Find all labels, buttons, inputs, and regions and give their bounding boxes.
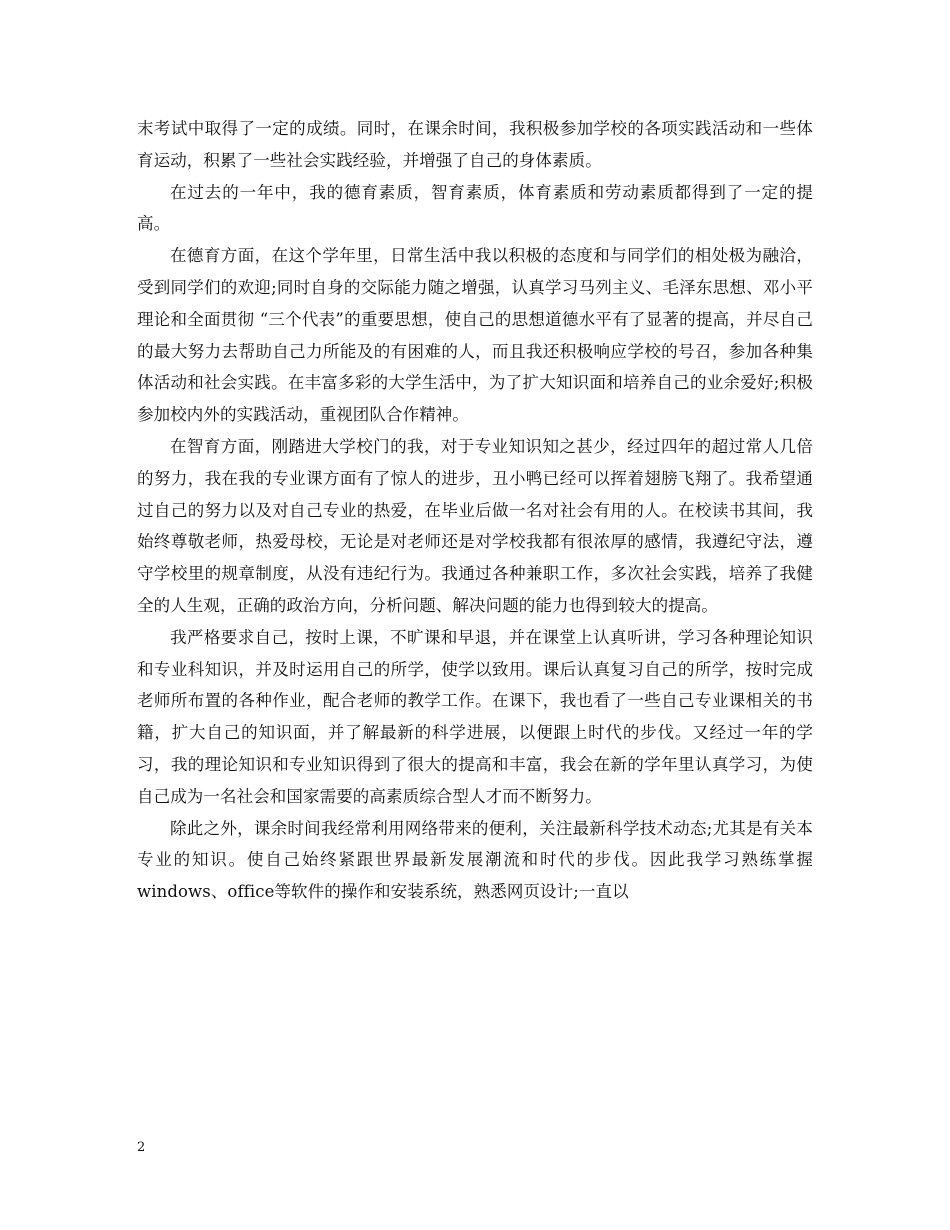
paragraph-extracurricular: 除此之外，课余时间我经常利用网络带来的便利，关注最新科学技术动态;尤其是有关本专业的知识。使自己始终紧跟世界最新发展潮流和时代的步伐。因此我学习熟练掌握windows、office等软件的操作和安装系统，熟悉网页设计;一直以 <box>137 818 813 902</box>
paragraph-overview: 在过去的一年中，我的德育素质，智育素质，体育素质和劳动素质都得到了一定的提高。 <box>137 182 813 234</box>
paragraph-continuation: 末考试中取得了一定的成绩。同时，在课余时间，我积极参加学校的各项实践活动和一些体育运动，积累了一些社会实践经验，并增强了自己的身体素质。 <box>137 119 813 170</box>
paragraph-study-habits: 我严格要求自己，按时上课，不旷课和早退，并在课堂上认真听讲，学习各种理论知识和专业科知识，并及时运用自己的所学，使学以致用。课后认真复习自己的所学，按时完成老师所布置的各种作业，配合老师的教学工作。在课下，我也看了一些自己专业课相关的书籍，扩大自己的知识面，并了解最新的科学进展，以便跟上时代的步伐。又经过一年的学习，我的理论知识和专业知识得到了很大的提高和丰富，我会在新的学年里认真学习，为使自己成为一名社会和国家需要的高素质综合型人才而不断努力。 <box>137 627 813 806</box>
page-number: 2 <box>137 1140 146 1155</box>
paragraph-intellectual-education: 在智育方面，刚踏进大学校门的我，对于专业知识知之甚少，经过四年的超过常人几倍的努力，我在我的专业课方面有了惊人的进步，丑小鸭已经可以挥着翅膀飞翔了。我希望通过自己的努力以及对自己专业的热爱，在毕业后做一名对社会有用的人。在校读书其间，我始终尊敬老师，热爱母校，无论是对老师还是对学校我都有很浓厚的感情，我遵纪守法，遵守学校里的规章制度，从没有违纪行为。我通过各种兼职工作，多次社会实践，培养了我健全的人生观，正确的政治方向，分析问题、解决问题的能力也得到较大的提高。 <box>137 436 813 615</box>
paragraph-moral-education: 在德育方面，在这个学年里，日常生活中我以积极的态度和与同学们的相处极为融洽，受到同学们的欢迎;同时自身的交际能力随之增强，认真学习马列主义、毛泽东思想、邓小平理论和全面贯彻 “三个代表”的重要思想，使自己的思想道德水平有了显著的提高，并尽自己的最大努力去帮助自己力所能及的有困难的人，而且我还积极响应学校的号召，参加各种集体活动和社会实践。在丰富多彩的大学生活中，为了扩大知识面和培养自己的业余爱好;积极参加校内外的实践活动，重视团队合作精神。 <box>137 246 813 425</box>
body-text <box>137 113 813 908</box>
